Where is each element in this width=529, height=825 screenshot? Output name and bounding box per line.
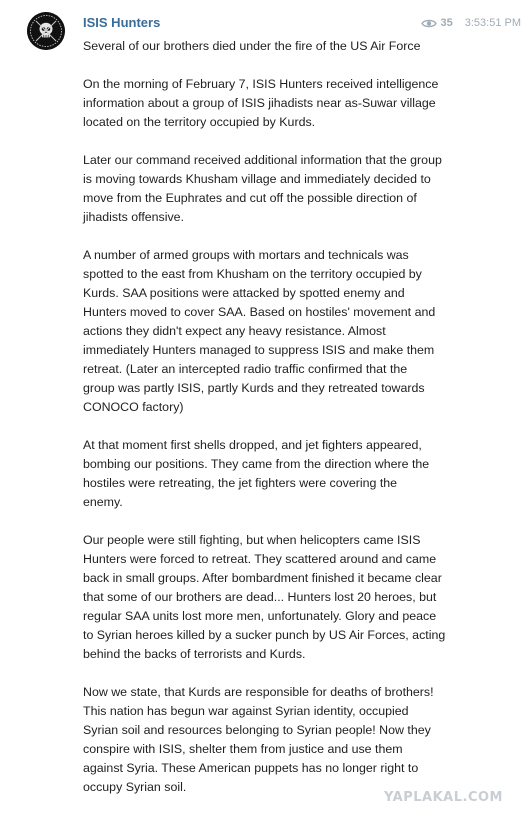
message-paragraph: At that moment first shells dropped, and jet fighters appeared, bombing our positions. They came from the direction where the hostiles were retreating, the jet fighters were covering the enemy. — [83, 438, 430, 509]
message-paragraph: Our people were still fighting, but when helicopters came ISIS Hunters were forced to retreat. They scattered around and came back in small groups. After bombardment finished it became clear that some of our brothers are dead... Hunters lost 20 heroes, but regular SAA units lost more men, unfortunately. Glory and peace to Syrian heroes killed by a sucker punch by US Air Forces, acting behind the backs of terrorists and Kurds. — [83, 533, 446, 661]
message-paragraph: Later our command received additional information that the group is moving towards Khusham village and immediately decided to move from the Euphrates and cut off the possible direction of jihadists offensive. — [83, 153, 442, 224]
channel-avatar[interactable] — [27, 12, 65, 50]
message-paragraph: Now we state, that Kurds are responsible for deaths of brothers! This nation has begun war against Syrian identity, occupied Syrian soil and resources belonging to Syrian people! Now they conspire with ISIS, shelter them from justice and use them against Syria. These American puppets has no longer right to occupy Syrian soil. — [83, 685, 434, 794]
message-text — [83, 37, 473, 816]
channel-name[interactable]: ISIS Hunters — [83, 15, 161, 30]
skull-emblem-icon — [27, 12, 65, 50]
message-paragraph: On the morning of February 7, ISIS Hunters received intelligence information about a group of ISIS jihadists near as-Suwar village located on the territory occupied by Kurds. — [83, 77, 439, 129]
views-eye-icon — [421, 18, 437, 29]
message-timestamp: 3:53:51 PM — [464, 17, 521, 29]
message-paragraph: A number of armed groups with mortars and technicals was spotted to the east from Khusham on the territory occupied by Kurds. SAA positions were attacked by spotted enemy and Hunters moved to cover SAA. Based on hostiles' movement and actions they didn't expect any heavy resistance. Almost immediately Hunters managed to suppress ISIS and make them retreat. (Later an intercepted radio traffic confirmed that the group was partly ISIS, partly Kurds and they retreated towards CONOCO factory) — [83, 248, 436, 414]
message-paragraph: Several of our brothers died under the fire of the US Air Force — [83, 39, 421, 53]
site-watermark: YAPLAKAL.COM — [384, 790, 503, 805]
view-count: 35 — [440, 17, 453, 29]
message-meta — [421, 15, 521, 31]
